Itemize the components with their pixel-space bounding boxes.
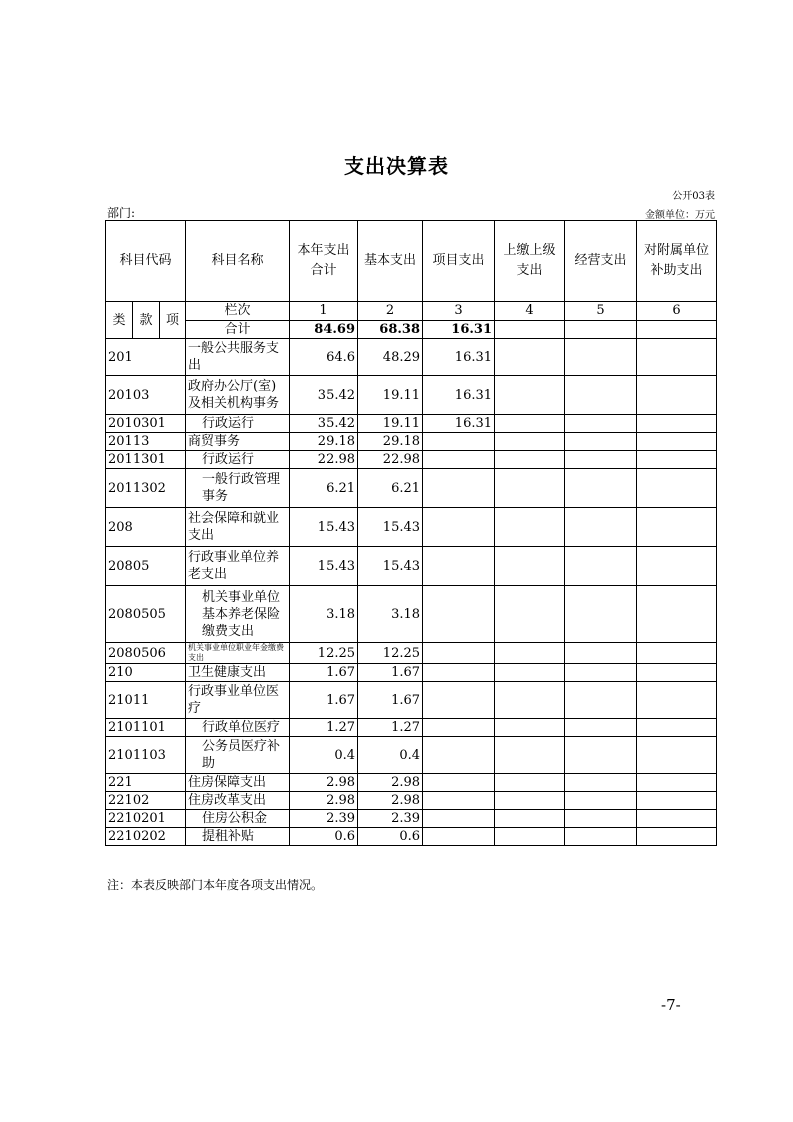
row-project bbox=[423, 719, 495, 737]
header-upper: 上缴上级 支出 bbox=[495, 221, 565, 302]
table-row bbox=[106, 774, 717, 792]
header-code: 科目代码 bbox=[106, 221, 186, 302]
row-code: 2080505 bbox=[106, 586, 186, 643]
row-code: 2210202 bbox=[106, 828, 186, 846]
header-business: 经营支出 bbox=[565, 221, 637, 302]
table-row bbox=[106, 682, 717, 719]
row-project: 16.31 bbox=[423, 376, 495, 415]
totals-basic: 68.38 bbox=[358, 320, 423, 339]
header-project: 项目支出 bbox=[423, 221, 495, 302]
row-code: 2080506 bbox=[106, 643, 186, 664]
totals-total: 84.69 bbox=[290, 320, 358, 339]
row-name: 卫生健康支出 bbox=[186, 664, 290, 682]
row-name: 行政运行 bbox=[186, 451, 290, 469]
row-total: 1.67 bbox=[290, 682, 358, 719]
row-total: 0.4 bbox=[290, 737, 358, 774]
col-number-2: 2 bbox=[358, 302, 423, 321]
row-total: 35.42 bbox=[290, 415, 358, 433]
page-number: -7- bbox=[661, 996, 681, 1014]
table-row bbox=[106, 547, 717, 586]
row-total: 12.25 bbox=[290, 643, 358, 664]
row-name: 提租补贴 bbox=[186, 828, 290, 846]
row-total: 6.21 bbox=[290, 469, 358, 508]
table-row bbox=[106, 433, 717, 451]
header-lanci: 栏次 bbox=[186, 302, 290, 321]
row-total: 15.43 bbox=[290, 547, 358, 586]
header-subsidy: 对附属单位 补助支出 bbox=[637, 221, 717, 302]
row-name: 机关事业单位基本养老保险缴费支出 bbox=[186, 586, 290, 643]
row-total: 1.67 bbox=[290, 664, 358, 682]
row-total: 29.18 bbox=[290, 433, 358, 451]
row-name: 行政单位医疗 bbox=[186, 719, 290, 737]
row-project bbox=[423, 643, 495, 664]
row-project bbox=[423, 737, 495, 774]
row-basic: 0.6 bbox=[358, 828, 423, 846]
row-total: 1.27 bbox=[290, 719, 358, 737]
row-code: 2011302 bbox=[106, 469, 186, 508]
col-number-4: 4 bbox=[495, 302, 565, 321]
row-project bbox=[423, 828, 495, 846]
column-number-row bbox=[106, 302, 717, 321]
table-row bbox=[106, 339, 717, 376]
row-basic: 0.4 bbox=[358, 737, 423, 774]
header-total: 本年支出 合计 bbox=[290, 221, 358, 302]
row-name: 公务员医疗补助 bbox=[186, 737, 290, 774]
table-row bbox=[106, 664, 717, 682]
row-total: 22.98 bbox=[290, 451, 358, 469]
row-project: 16.31 bbox=[423, 415, 495, 433]
row-project bbox=[423, 682, 495, 719]
table-row bbox=[106, 415, 717, 433]
table-row bbox=[106, 719, 717, 737]
totals-row bbox=[106, 320, 717, 339]
row-basic: 1.67 bbox=[358, 682, 423, 719]
row-name: 社会保障和就业支出 bbox=[186, 508, 290, 547]
unit-label: 金额单位：万元 bbox=[645, 210, 715, 221]
table-row bbox=[106, 643, 717, 664]
table-row bbox=[106, 586, 717, 643]
row-name: 一般公共服务支出 bbox=[186, 339, 290, 376]
row-total: 35.42 bbox=[290, 376, 358, 415]
row-code: 201 bbox=[106, 339, 186, 376]
row-total: 2.39 bbox=[290, 810, 358, 828]
table-row bbox=[106, 792, 717, 810]
table-note: 注：本表反映部门本年度各项支出情况。 bbox=[107, 878, 324, 892]
row-code: 2010301 bbox=[106, 415, 186, 433]
row-name: 机关事业单位职业年金缴费支出 bbox=[186, 643, 290, 664]
row-project bbox=[423, 508, 495, 547]
header-basic: 基本支出 bbox=[358, 221, 423, 302]
table-row bbox=[106, 810, 717, 828]
col-number-6: 6 bbox=[637, 302, 717, 321]
row-name: 行政事业单位养老支出 bbox=[186, 547, 290, 586]
row-code: 21011 bbox=[106, 682, 186, 719]
row-basic: 3.18 bbox=[358, 586, 423, 643]
row-code: 210 bbox=[106, 664, 186, 682]
row-project bbox=[423, 469, 495, 508]
col-number-1: 1 bbox=[290, 302, 358, 321]
row-code: 2210201 bbox=[106, 810, 186, 828]
row-basic: 2.39 bbox=[358, 810, 423, 828]
row-code: 2011301 bbox=[106, 451, 186, 469]
table-row bbox=[106, 469, 717, 508]
row-basic: 15.43 bbox=[358, 508, 423, 547]
expenditure-table bbox=[105, 220, 717, 846]
row-code: 221 bbox=[106, 774, 186, 792]
row-total: 64.6 bbox=[290, 339, 358, 376]
row-project bbox=[423, 810, 495, 828]
header-lei: 类 bbox=[106, 302, 133, 339]
row-total: 2.98 bbox=[290, 774, 358, 792]
row-total: 0.6 bbox=[290, 828, 358, 846]
row-basic: 1.67 bbox=[358, 664, 423, 682]
row-basic: 12.25 bbox=[358, 643, 423, 664]
row-name: 行政运行 bbox=[186, 415, 290, 433]
row-project bbox=[423, 547, 495, 586]
row-basic: 48.29 bbox=[358, 339, 423, 376]
row-project bbox=[423, 433, 495, 451]
row-basic: 29.18 bbox=[358, 433, 423, 451]
row-total: 3.18 bbox=[290, 586, 358, 643]
row-name: 一般行政管理事务 bbox=[186, 469, 290, 508]
row-name: 商贸事务 bbox=[186, 433, 290, 451]
row-project bbox=[423, 774, 495, 792]
row-project bbox=[423, 792, 495, 810]
totals-label: 合计 bbox=[186, 320, 290, 339]
table-row bbox=[106, 376, 717, 415]
table-row bbox=[106, 451, 717, 469]
header-kuan: 款 bbox=[133, 302, 160, 339]
table-row bbox=[106, 737, 717, 774]
row-project bbox=[423, 451, 495, 469]
department-label: 部门: bbox=[107, 206, 136, 220]
table-row bbox=[106, 508, 717, 547]
row-basic: 2.98 bbox=[358, 792, 423, 810]
row-total: 2.98 bbox=[290, 792, 358, 810]
row-basic: 2.98 bbox=[358, 774, 423, 792]
row-code: 22102 bbox=[106, 792, 186, 810]
row-basic: 15.43 bbox=[358, 547, 423, 586]
header-xiang: 项 bbox=[160, 302, 186, 339]
row-basic: 19.11 bbox=[358, 415, 423, 433]
header-row bbox=[106, 221, 717, 302]
page-title: 支出决算表 bbox=[344, 154, 449, 178]
row-code: 2101101 bbox=[106, 719, 186, 737]
form-number: 公开03表 bbox=[672, 191, 715, 202]
table-row bbox=[106, 828, 717, 846]
row-name: 住房保障支出 bbox=[186, 774, 290, 792]
row-code: 20113 bbox=[106, 433, 186, 451]
row-code: 20103 bbox=[106, 376, 186, 415]
row-basic: 1.27 bbox=[358, 719, 423, 737]
row-project: 16.31 bbox=[423, 339, 495, 376]
row-total: 15.43 bbox=[290, 508, 358, 547]
row-name: 住房公积金 bbox=[186, 810, 290, 828]
row-code: 20805 bbox=[106, 547, 186, 586]
col-number-5: 5 bbox=[565, 302, 637, 321]
row-project bbox=[423, 664, 495, 682]
header-name: 科目名称 bbox=[186, 221, 290, 302]
row-name: 政府办公厅(室)及相关机构事务 bbox=[186, 376, 290, 415]
row-basic: 6.21 bbox=[358, 469, 423, 508]
row-basic: 19.11 bbox=[358, 376, 423, 415]
row-project bbox=[423, 586, 495, 643]
col-number-3: 3 bbox=[423, 302, 495, 321]
row-name: 住房改革支出 bbox=[186, 792, 290, 810]
row-name: 行政事业单位医疗 bbox=[186, 682, 290, 719]
totals-project: 16.31 bbox=[423, 320, 495, 339]
row-code: 2101103 bbox=[106, 737, 186, 774]
row-code: 208 bbox=[106, 508, 186, 547]
row-basic: 22.98 bbox=[358, 451, 423, 469]
